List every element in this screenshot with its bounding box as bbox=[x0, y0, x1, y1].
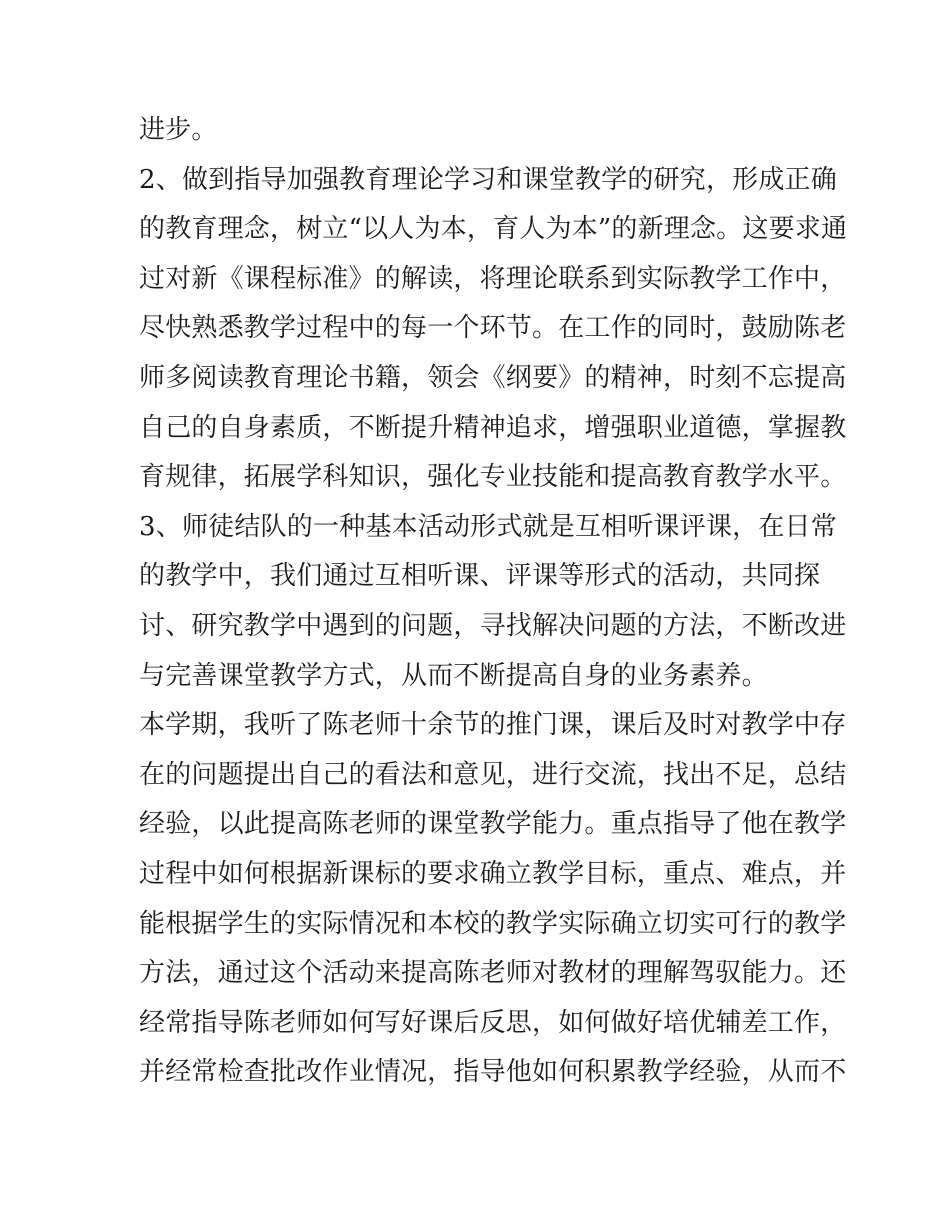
text-line: 尽快熟悉教学过程中的每一个环节。在工作的同时，鼓励陈老 bbox=[139, 313, 847, 344]
text-line: 2、做到指导加强教育理论学习和课堂教学的研究，形成正确 bbox=[139, 164, 837, 195]
text-line: 的教育理念，树立“以人为本，育人为本”的新理念。这要求通 bbox=[139, 214, 848, 245]
text-line: 师多阅读教育理论书籍，领会《纲要》的精神，时刻不忘提高 bbox=[139, 362, 847, 393]
text-line: 与完善课堂教学方式，从而不断提高自身的业务素养。 bbox=[139, 660, 768, 691]
text-line: 并经常检查批改作业情况，指导他如何积累教学经验，从而不 bbox=[139, 1057, 847, 1088]
text-line: 经常指导陈老师如何写好课后反思，如何做好培优辅差工作， bbox=[139, 1007, 847, 1038]
text-line: 育规律，拓展学科知识，强化专业技能和提高教育教学水平。 bbox=[139, 462, 847, 493]
text-line: 讨、研究教学中遇到的问题，寻找解决问题的方法，不断改进 bbox=[139, 610, 847, 641]
text-line: 方法，通过这个活动来提高陈老师对教材的理解驾驭能力。还 bbox=[139, 958, 847, 989]
text-line: 在的问题提出自己的看法和意见，进行交流，找出不足，总结 bbox=[139, 759, 847, 790]
text-line: 经验，以此提高陈老师的课堂教学能力。重点指导了他在教学 bbox=[139, 809, 847, 840]
text-line: 本学期，我听了陈老师十余节的推门课，课后及时对教学中存 bbox=[139, 710, 847, 741]
text-line: 过对新《课程标准》的解读，将理论联系到实际教学工作中， bbox=[139, 263, 847, 294]
text-line: 能根据学生的实际情况和本校的教学实际确立切实可行的教学 bbox=[139, 908, 847, 939]
text-line: 进步。 bbox=[139, 115, 218, 145]
text-line: 3、师徒结队的一种基本活动形式就是互相听课评课，在日常 bbox=[139, 511, 837, 542]
text-line: 过程中如何根据新课标的要求确立教学目标，重点、难点，并 bbox=[139, 858, 847, 889]
body-text bbox=[139, 106, 848, 1098]
text-line: 的教学中，我们通过互相听课、评课等形式的活动，共同探 bbox=[139, 561, 821, 592]
text-line: 自己的自身素质，不断提升精神追求，增强职业道德，掌握教 bbox=[139, 412, 847, 443]
